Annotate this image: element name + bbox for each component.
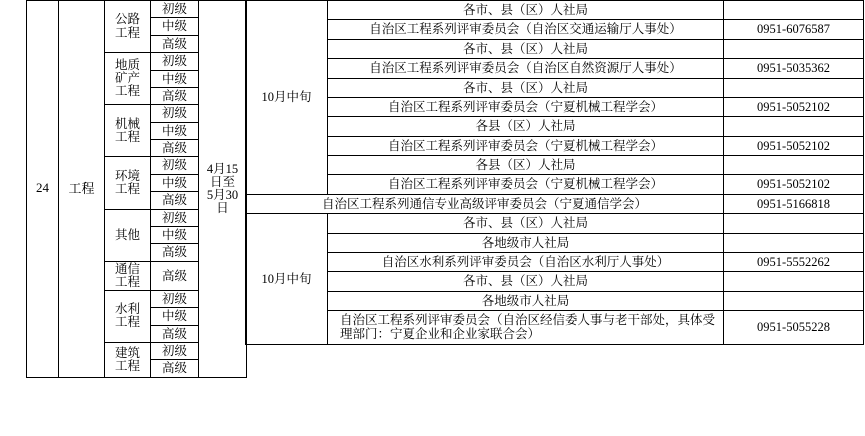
review-organization: 自治区工程系列评审委员会（宁夏机械工程学会） <box>328 175 724 194</box>
table-row <box>246 136 864 155</box>
table-row <box>246 233 864 252</box>
level-label: 初级 <box>151 53 199 70</box>
review-organization: 自治区工程系列评审委员会（自治区交通运输厅人事处） <box>328 20 724 39</box>
level-label: 中级 <box>151 226 199 243</box>
table-row <box>246 311 864 345</box>
review-organization: 自治区工程系列通信专业高级评审委员会（宁夏通信学会） <box>246 194 724 213</box>
level-label: 高级 <box>151 325 199 342</box>
level-label: 中级 <box>151 308 199 325</box>
level-label: 初级 <box>151 290 199 307</box>
table-row <box>246 214 864 233</box>
level-label: 高级 <box>151 360 199 377</box>
specialty-name: 其他 <box>105 209 151 261</box>
specialty-name: 环境 工程 <box>105 157 151 209</box>
table-row <box>246 291 864 310</box>
table-row <box>246 117 864 136</box>
table-row <box>246 59 864 78</box>
level-label: 初级 <box>151 209 199 226</box>
specialty-name: 地质 矿产 工程 <box>105 53 151 105</box>
row-number: 24 <box>27 1 59 378</box>
review-organization: 各市、县（区）人社局 <box>328 39 724 58</box>
level-label: 高级 <box>151 192 199 209</box>
specialty-name: 建筑 工程 <box>105 343 151 378</box>
contact-phone: 0951-5052102 <box>724 175 864 194</box>
review-organization: 各市、县（区）人社局 <box>328 272 724 291</box>
contact-phone <box>724 117 864 136</box>
contact-phone: 0951-5052102 <box>724 136 864 155</box>
contact-phone: 0951-5035362 <box>724 59 864 78</box>
table-row <box>246 78 864 97</box>
level-label: 中级 <box>151 18 199 35</box>
contact-phone: 0951-5552262 <box>724 252 864 271</box>
contact-phone: 0951-5166818 <box>724 194 864 213</box>
table-row <box>246 175 864 194</box>
level-label: 初级 <box>151 343 199 360</box>
contact-phone: 0951-5052102 <box>724 97 864 116</box>
review-organization: 各地级市人社局 <box>328 291 724 310</box>
review-organization: 各市、县（区）人社局 <box>328 214 724 233</box>
review-organization: 各县（区）人社局 <box>328 156 724 175</box>
review-time: 10月中旬 <box>246 214 328 345</box>
level-label: 高级 <box>151 87 199 104</box>
contact-phone <box>724 233 864 252</box>
level-label: 高级 <box>151 244 199 261</box>
level-label: 中级 <box>151 122 199 139</box>
review-organization: 各市、县（区）人社局 <box>328 1 724 20</box>
contact-phone: 0951-6076587 <box>724 20 864 39</box>
review-organization: 各地级市人社局 <box>328 233 724 252</box>
level-label: 高级 <box>151 140 199 157</box>
table-row <box>246 20 864 39</box>
specialty-name: 公路 工程 <box>105 1 151 53</box>
application-period: 4月15日至 5月30日 <box>199 1 247 378</box>
contact-phone <box>724 78 864 97</box>
review-organization: 各市、县（区）人社局 <box>328 78 724 97</box>
specialty-name: 通信 工程 <box>105 261 151 290</box>
review-organization: 自治区工程系列评审委员会（宁夏机械工程学会） <box>328 97 724 116</box>
contact-phone <box>724 156 864 175</box>
table-row <box>246 1 864 20</box>
contact-phone <box>724 291 864 310</box>
table-row <box>246 272 864 291</box>
right-authority-table <box>245 0 864 345</box>
level-label: 初级 <box>151 105 199 122</box>
level-label: 高级 <box>151 35 199 52</box>
review-organization: 自治区水利系列评审委员会（自治区水利厅人事处） <box>328 252 724 271</box>
level-label: 初级 <box>151 1 199 18</box>
left-category-table <box>26 0 247 378</box>
level-label: 高级 <box>151 261 199 290</box>
contact-phone <box>724 1 864 20</box>
review-organization: 各县（区）人社局 <box>328 117 724 136</box>
table-row <box>246 97 864 116</box>
review-organization: 自治区工程系列评审委员会（自治区自然资源厅人事处） <box>328 59 724 78</box>
review-time: 10月中旬 <box>246 1 328 195</box>
major-name: 工程 <box>59 1 105 378</box>
contact-phone <box>724 39 864 58</box>
level-label: 中级 <box>151 70 199 87</box>
table-row <box>246 156 864 175</box>
table-row <box>246 39 864 58</box>
contact-phone <box>724 272 864 291</box>
table-row <box>246 194 864 213</box>
contact-phone: 0951-5055228 <box>724 311 864 345</box>
contact-phone <box>724 214 864 233</box>
level-label: 中级 <box>151 174 199 191</box>
level-label: 初级 <box>151 157 199 174</box>
review-organization: 自治区工程系列评审委员会（自治区经信委人事与老干部处，具体受理部门：宁夏企业和企业家联合会） <box>328 311 724 345</box>
table-row <box>246 252 864 271</box>
specialty-name: 机械 工程 <box>105 105 151 157</box>
table-row <box>27 1 247 18</box>
specialty-name: 水利 工程 <box>105 290 151 342</box>
review-organization: 自治区工程系列评审委员会（宁夏机械工程学会） <box>328 136 724 155</box>
